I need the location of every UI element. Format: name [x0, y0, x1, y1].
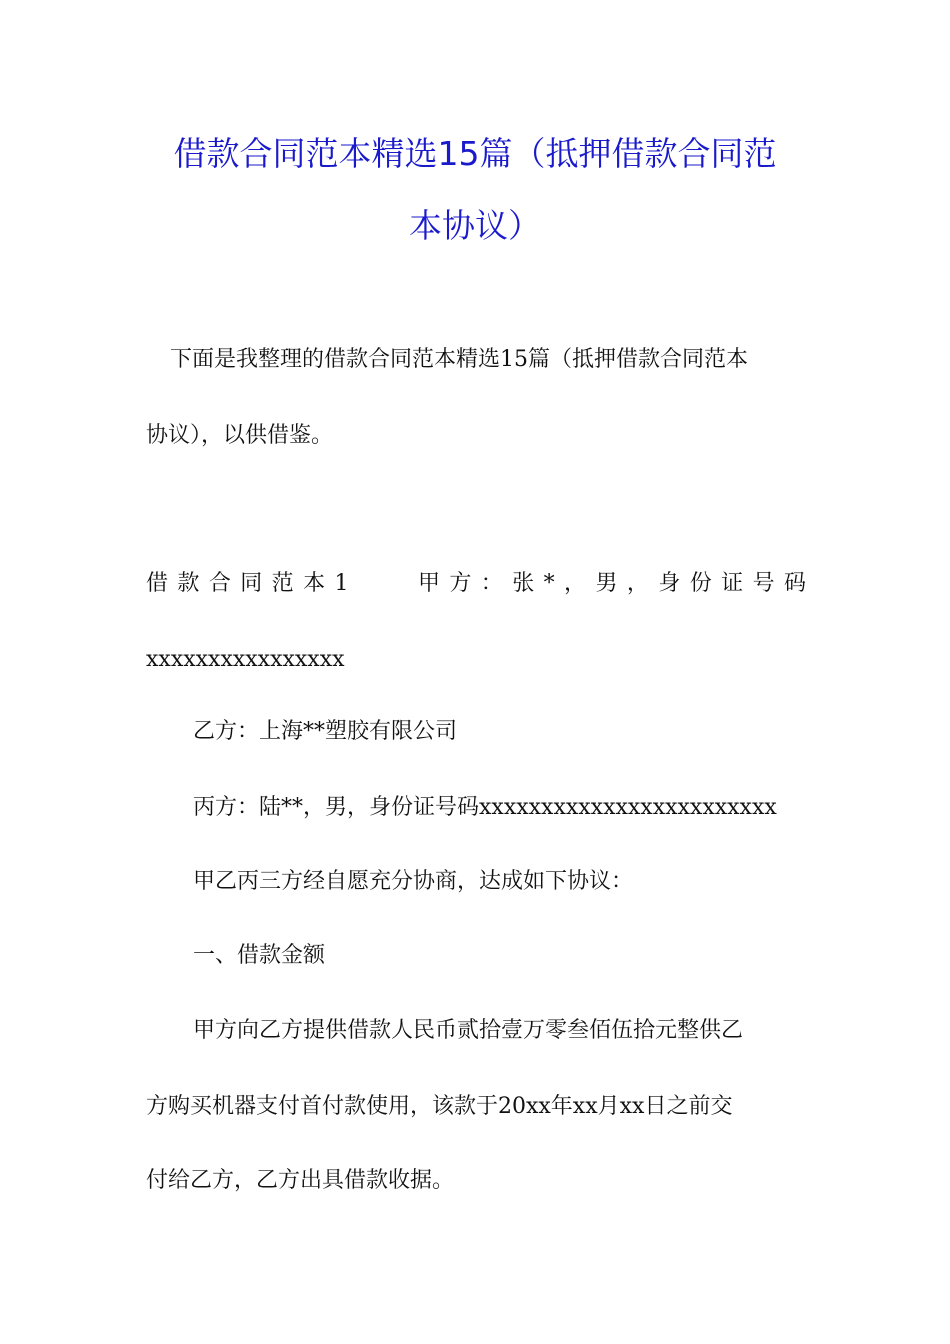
party-a-line-2: xxxxxxxxxxxxxxxx: [146, 647, 345, 672]
intro-line-1: 下面是我整理的借款合同范本精选15篇（抵押借款合同范本: [170, 347, 748, 372]
clause-1-line-1: 甲方向乙方提供借款人民币贰拾壹万零叁佰伍拾元整供乙: [193, 1018, 744, 1043]
document-title-line-1: 借款合同范本精选15篇（抵押借款合同范: [173, 134, 777, 173]
clause-1-heading: 一、借款金额: [193, 943, 326, 968]
party-c: 丙方：陆**，男，身份证号码xxxxxxxxxxxxxxxxxxxxxxxx: [193, 795, 777, 820]
agreement-intro: 甲乙丙三方经自愿充分协商，达成如下协议：: [193, 869, 634, 894]
clause-1-line-3: 付给乙方，乙方出具借款收据。: [146, 1168, 455, 1193]
document-title-line-2: 本协议）: [409, 206, 541, 245]
party-a-line-1: 甲方：张*，男，身份证号码: [408, 571, 806, 596]
section-heading: 借款合同范本1: [146, 571, 349, 596]
clause-1-line-2: 方购买机器支付首付款使用，该款于20xx年xx月xx日之前交: [146, 1094, 733, 1119]
intro-line-2: 协议），以供借鉴。: [146, 423, 334, 448]
section-1-first-line: [146, 570, 806, 598]
party-b: 乙方：上海**塑胶有限公司: [193, 719, 458, 744]
